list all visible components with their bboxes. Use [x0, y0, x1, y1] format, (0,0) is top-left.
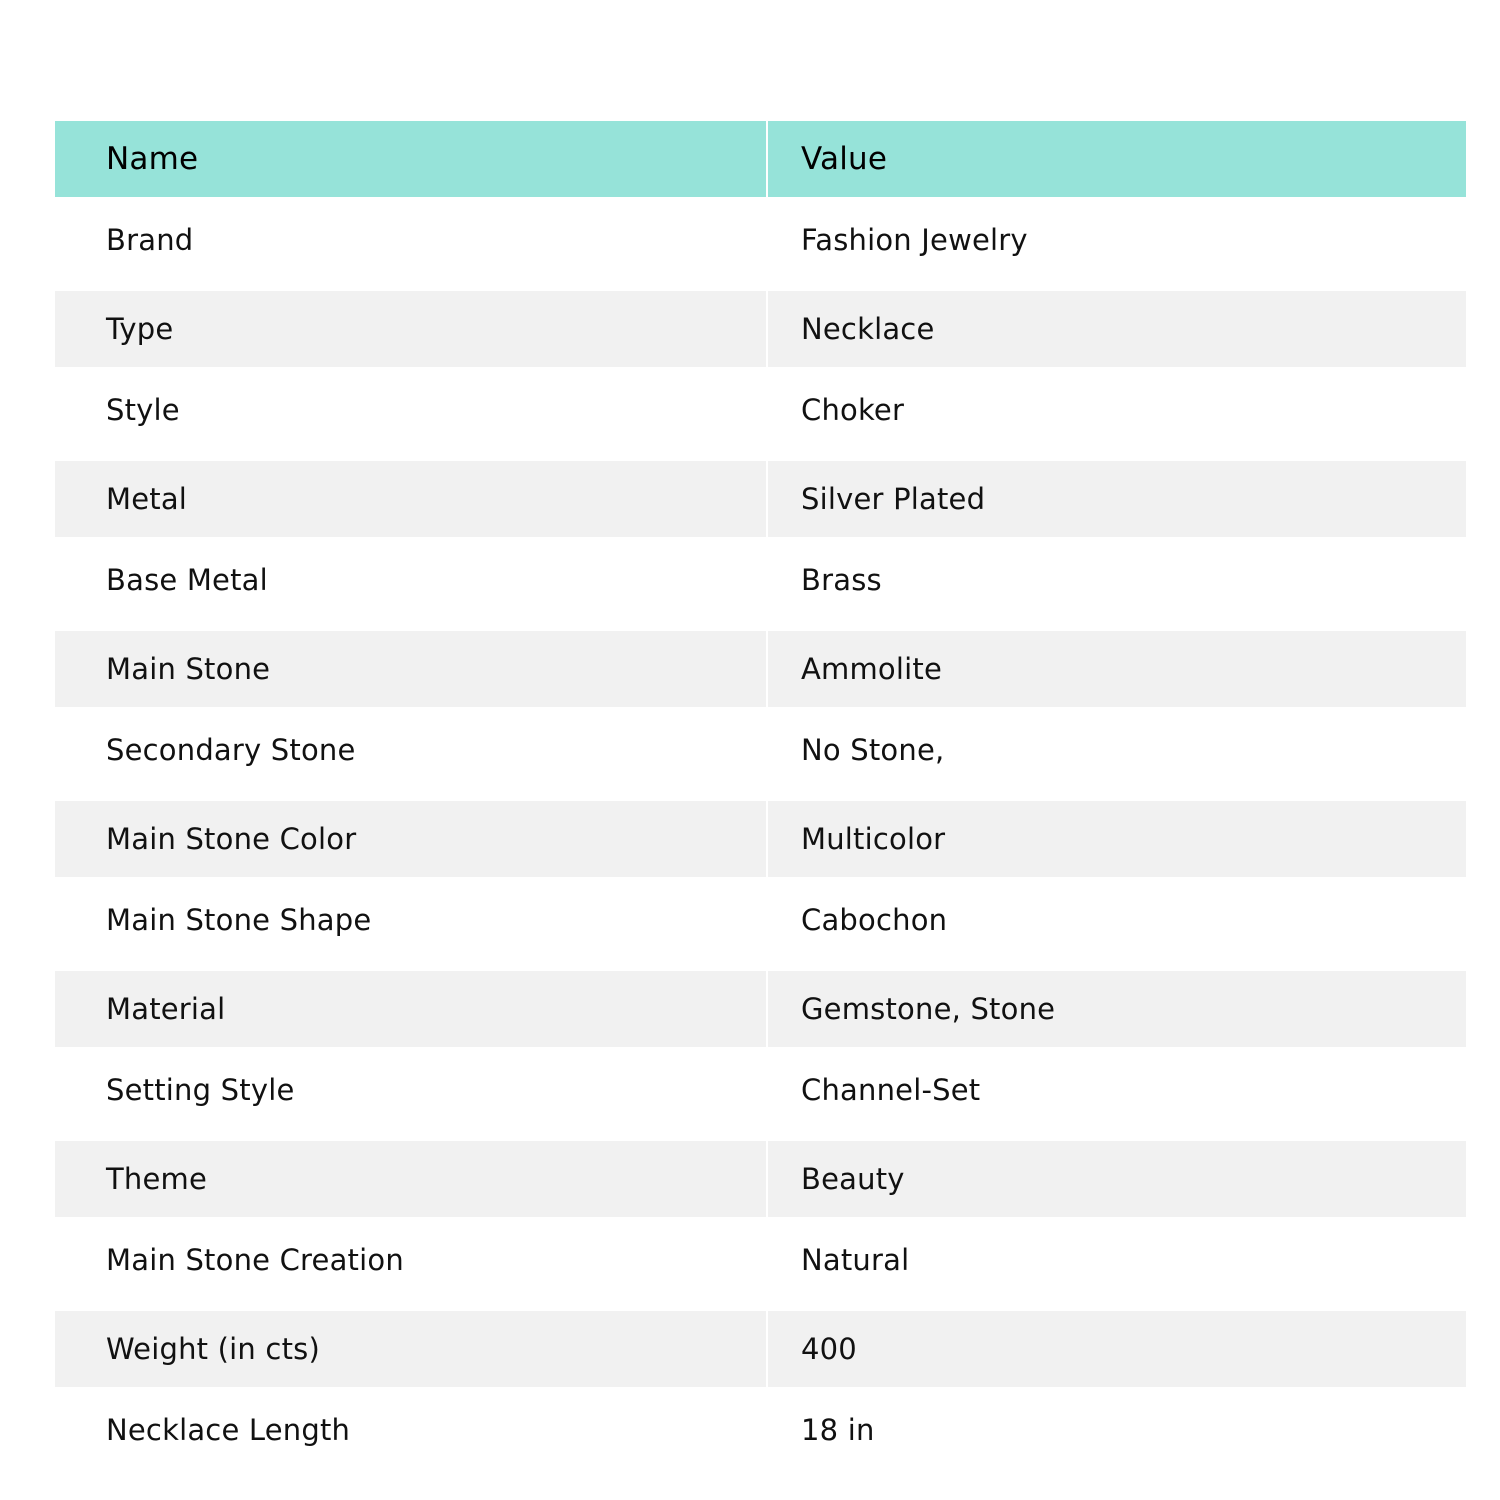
row-value-cell: Multicolor [768, 801, 1466, 877]
row-name-cell: Weight (in cts) [55, 1311, 766, 1387]
row-name-cell: Brand [55, 197, 766, 282]
header-name-cell: Name [55, 121, 766, 197]
table-row [55, 1217, 1466, 1302]
row-name-cell: Style [55, 367, 766, 452]
table-row [55, 1047, 1466, 1132]
row-name-cell: Main Stone Color [55, 801, 766, 877]
row-name-cell: Setting Style [55, 1047, 766, 1132]
row-name-cell: Main Stone Creation [55, 1217, 766, 1302]
row-name-cell: Secondary Stone [55, 707, 766, 792]
table-row [55, 1141, 1466, 1217]
table-row [55, 1311, 1466, 1387]
row-name-cell: Main Stone [55, 631, 766, 707]
row-value-cell: Brass [768, 537, 1466, 622]
row-value-cell: Fashion Jewelry [768, 197, 1466, 282]
table-row [55, 367, 1466, 452]
table-row [55, 707, 1466, 792]
row-value-cell: Channel-Set [768, 1047, 1466, 1132]
row-value-cell: 400 [768, 1311, 1466, 1387]
row-value-cell: Necklace [768, 291, 1466, 367]
table-row [55, 877, 1466, 962]
row-value-cell: Cabochon [768, 877, 1466, 962]
table-row [55, 537, 1466, 622]
row-name-cell: Main Stone Shape [55, 877, 766, 962]
row-name-cell: Necklace Length [55, 1387, 766, 1472]
row-name-cell: Base Metal [55, 537, 766, 622]
table-row [55, 971, 1466, 1047]
row-value-cell: Choker [768, 367, 1466, 452]
table-row [55, 197, 1466, 282]
table-row [55, 461, 1466, 537]
specifications-table [55, 121, 1466, 1472]
row-value-cell: Natural [768, 1217, 1466, 1302]
row-value-cell: Silver Plated [768, 461, 1466, 537]
table-row [55, 1387, 1466, 1472]
row-value-cell: Beauty [768, 1141, 1466, 1217]
table-row [55, 801, 1466, 877]
table-row [55, 291, 1466, 367]
table-row [55, 631, 1466, 707]
row-value-cell: 18 in [768, 1387, 1466, 1472]
row-name-cell: Theme [55, 1141, 766, 1217]
row-name-cell: Metal [55, 461, 766, 537]
row-value-cell: Gemstone, Stone [768, 971, 1466, 1047]
row-name-cell: Type [55, 291, 766, 367]
row-value-cell: Ammolite [768, 631, 1466, 707]
header-value-cell: Value [768, 121, 1466, 197]
row-name-cell: Material [55, 971, 766, 1047]
row-value-cell: No Stone, [768, 707, 1466, 792]
table-header-row [55, 121, 1466, 197]
